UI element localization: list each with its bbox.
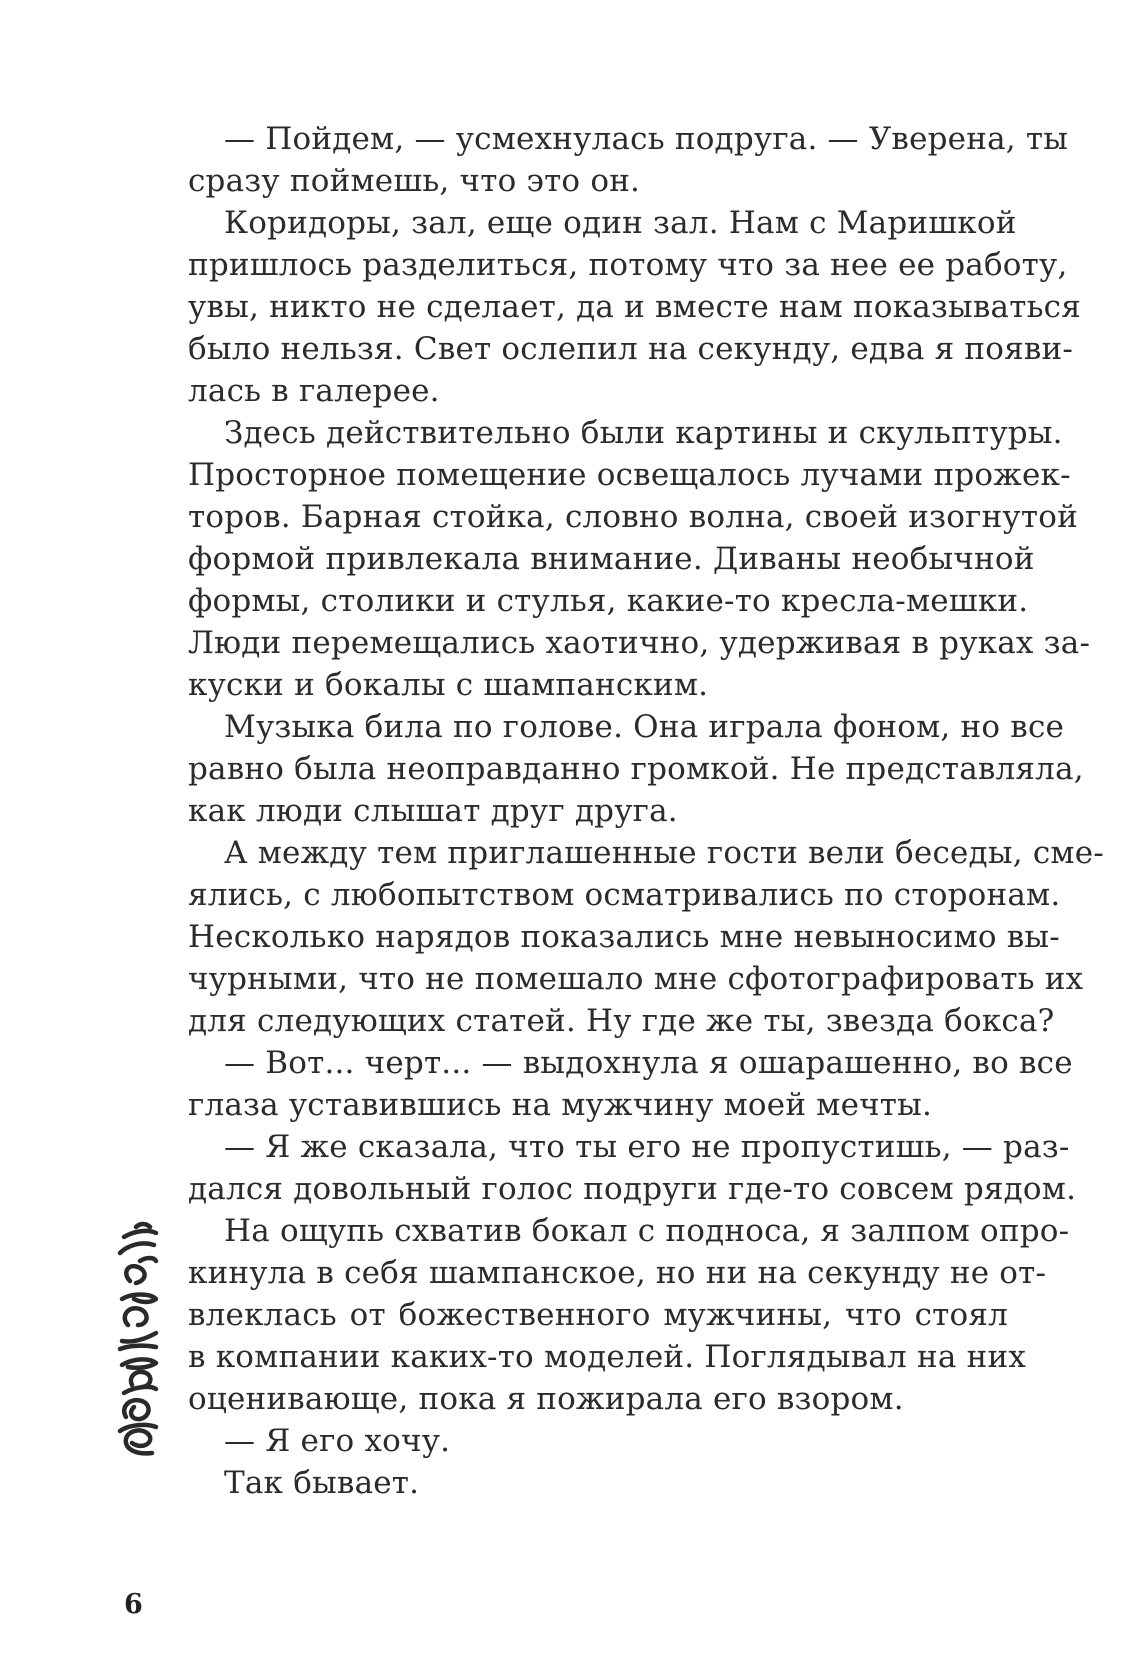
paragraph [188,412,1091,706]
paragraph [188,1210,1070,1420]
text-line: оценивающе, пока я пожирала его взором. [188,1381,904,1417]
text-line: влеклась от божественного мужчины, что стоял [188,1297,1008,1333]
text-line: глаза уставившись на мужчину моей мечты. [188,1087,933,1123]
text-line: лась в галерее. [188,373,440,409]
text-line: пришлось разделиться, потому что за нее ее работу, [188,247,1068,283]
text-line: Люди перемещались хаотично, удерживая в руках за- [188,625,1091,661]
author-signature-image [106,1217,166,1463]
text-line: Несколько нарядов показались мне невыносимо вы- [188,919,1060,955]
paragraph [188,706,1084,832]
paragraph [188,202,1081,412]
text-line: формой привлекала внимание. Диваны необычной [188,541,1035,577]
text-line: Здесь действительно были картины и скульптуры. [224,415,1063,451]
text-line: равно была неоправданно громкой. Не представляла, [188,751,1084,787]
paragraph [188,832,1104,1042]
text-line: увы, никто не сделает, да и вместе нам показываться [188,289,1081,325]
paragraph [188,118,1069,202]
text-line: торов. Барная стойка, словно волна, своей изогнутой [188,499,1078,535]
paragraph [188,1420,1008,1462]
text-line: На ощупь схватив бокал с подноса, я залпом опро- [224,1213,1070,1249]
paragraph [188,1126,1077,1210]
author-signature [106,1217,166,1463]
paragraph [188,1042,1073,1126]
text-line: чурными, что не помешало мне сфотографировать их [188,961,1084,997]
text-line: формы, столики и стулья, какие-то кресла-мешки. [188,583,1029,619]
text-line: Коридоры, зал, еще один зал. Нам с Маришкой [224,205,1017,241]
text-line: для следующих статей. Ну где же ты, звезда бокса? [188,1003,1055,1039]
text-line: — Пойдем, — усмехнулась подруга. — Уверена, ты [224,121,1069,157]
page-number: 6 [124,1589,143,1620]
text-line: куски и бокалы с шампанским. [188,667,709,703]
text-line: — Я его хочу. [224,1423,451,1459]
text-line: как люди слышат друг друга. [188,793,678,829]
text-line: дался довольный голос подруги где-то совсем рядом. [188,1171,1077,1207]
text-line: — Вот... черт... — выдохнула я ошарашенно, во все [224,1045,1073,1081]
text-line: было нельзя. Свет ослепил на секунду, едва я появи- [188,331,1074,367]
text-line: сразу поймешь, что это он. [188,163,641,199]
text-line: Просторное помещение освещалось лучами прожек- [188,457,1071,493]
text-line: кинула в себя шампанское, но ни на секунду не от- [188,1255,1047,1291]
text-line: А между тем приглашенные гости вели беседы, сме- [224,835,1104,871]
text-line: Музыка била по голове. Она играла фоном, но все [224,709,1065,745]
paragraph [188,1462,1008,1504]
text-line: — Я же сказала, что ты его не пропустишь, — раз- [224,1129,1070,1165]
text-line: ялись, с любопытством осматривались по сторонам. [188,877,1061,913]
text-line: в компании каких-то моделей. Поглядывал на них [188,1339,1027,1375]
text-line: Так бывает. [224,1465,420,1501]
